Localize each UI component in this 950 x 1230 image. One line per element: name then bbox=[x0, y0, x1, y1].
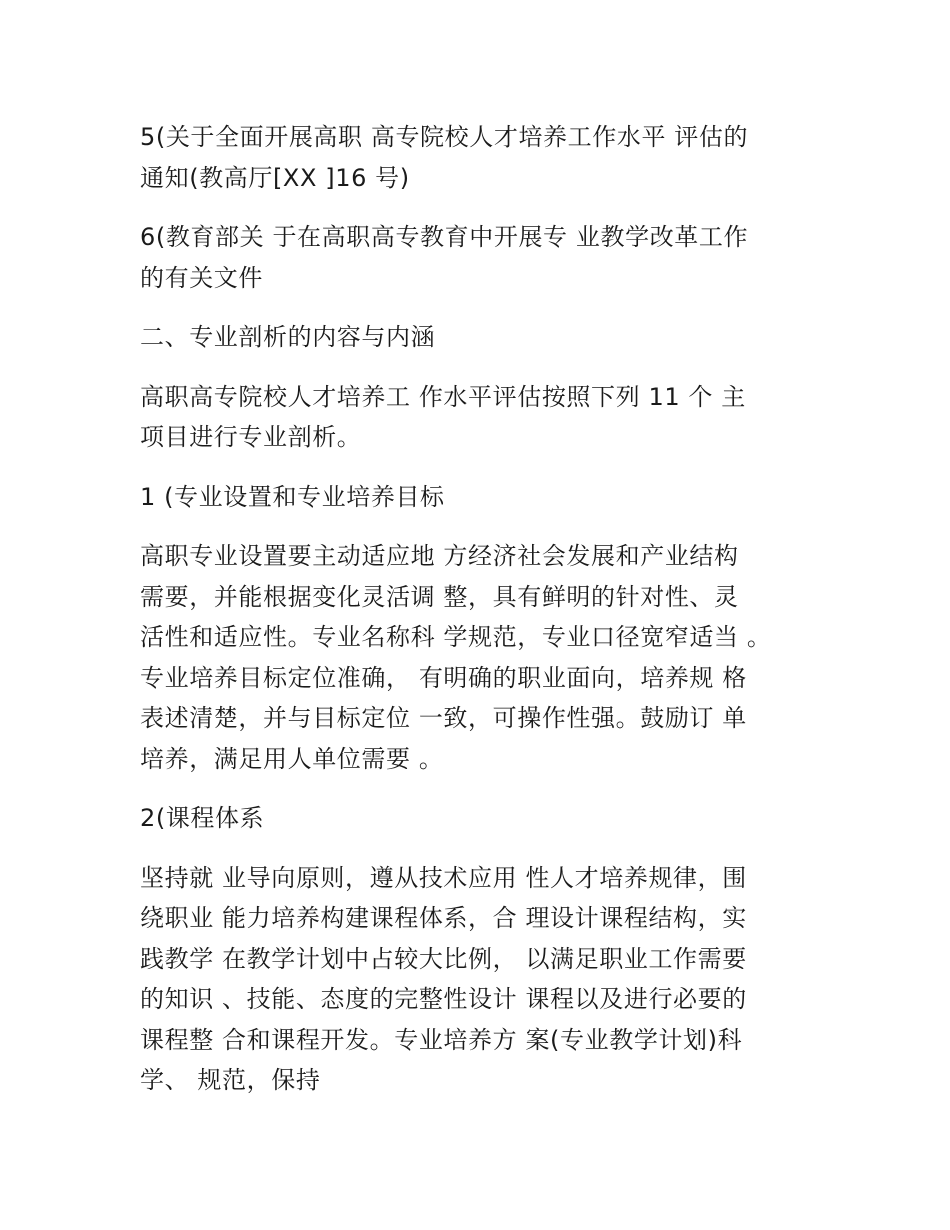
text-line: 活性和适应性。专业名称科 学规范，专业口径宽窄适当 。 bbox=[140, 623, 772, 651]
subheading-2 bbox=[140, 798, 820, 839]
text-line: 坚持就 业导向原则，遵从技术应用 性人才培养规律，围 bbox=[140, 863, 747, 892]
text-line: 课程整 合和课程开发。专业培养方 案(专业教学计划)科 bbox=[140, 1025, 743, 1054]
text-line: 需要，并能根据变化灵活调 整，具有鲜明的针对性、灵 bbox=[140, 582, 739, 611]
text-line: 表述清楚，并与目标定位 一致，可操作性强。鼓励订 单 bbox=[140, 704, 747, 732]
text-line: 通知(教高厅[XX ]16 号) bbox=[140, 163, 410, 192]
text-line: 高职高专院校人才培养工 作水平评估按照下列 11 个 主 bbox=[140, 382, 746, 411]
reference-item-5 bbox=[140, 117, 820, 198]
text-line: 培养，满足用人单位需要 。 bbox=[140, 744, 444, 773]
text-line: 6(教育部关 于在高职高专教育中开展专 业教学改革工作 bbox=[140, 223, 749, 251]
text-line: 二、专业剖析的内容与内涵 bbox=[140, 323, 436, 351]
reference-item-6 bbox=[140, 217, 820, 298]
text-line: 专业培养目标定位准确， 有明确的职业面向，培养规 格 bbox=[140, 663, 747, 692]
text-line: 绕职业 能力培养构建课程体系，合 理设计课程结构，实 bbox=[140, 904, 747, 932]
text-line: 5(关于全面开展高职 高专院校人才培养工作水平 评估的 bbox=[140, 123, 749, 151]
text-line: 践教学 在教学计划中占较大比例， 以满足职业工作需要 bbox=[140, 944, 747, 973]
text-line: 2(课程体系 bbox=[140, 804, 265, 832]
document-body bbox=[140, 117, 820, 1101]
text-line: 项目进行专业剖析。 bbox=[140, 423, 362, 451]
text-line: 的有关文件 bbox=[140, 263, 263, 292]
text-line: 学、 规范，保持 bbox=[140, 1066, 321, 1094]
text-line: 的知识 、技能、态度的完整性设计 课程以及进行必要的 bbox=[140, 985, 747, 1013]
intro-paragraph bbox=[140, 377, 820, 458]
text-line: 高职专业设置要主动适应地 方经济社会发展和产业结构 bbox=[140, 542, 739, 570]
body-paragraph-2 bbox=[140, 858, 820, 1101]
body-paragraph-1 bbox=[140, 536, 820, 779]
section-heading bbox=[140, 317, 820, 358]
text-line: 1 (专业设置和专业培养目标 bbox=[140, 482, 445, 511]
subheading-1 bbox=[140, 477, 820, 518]
